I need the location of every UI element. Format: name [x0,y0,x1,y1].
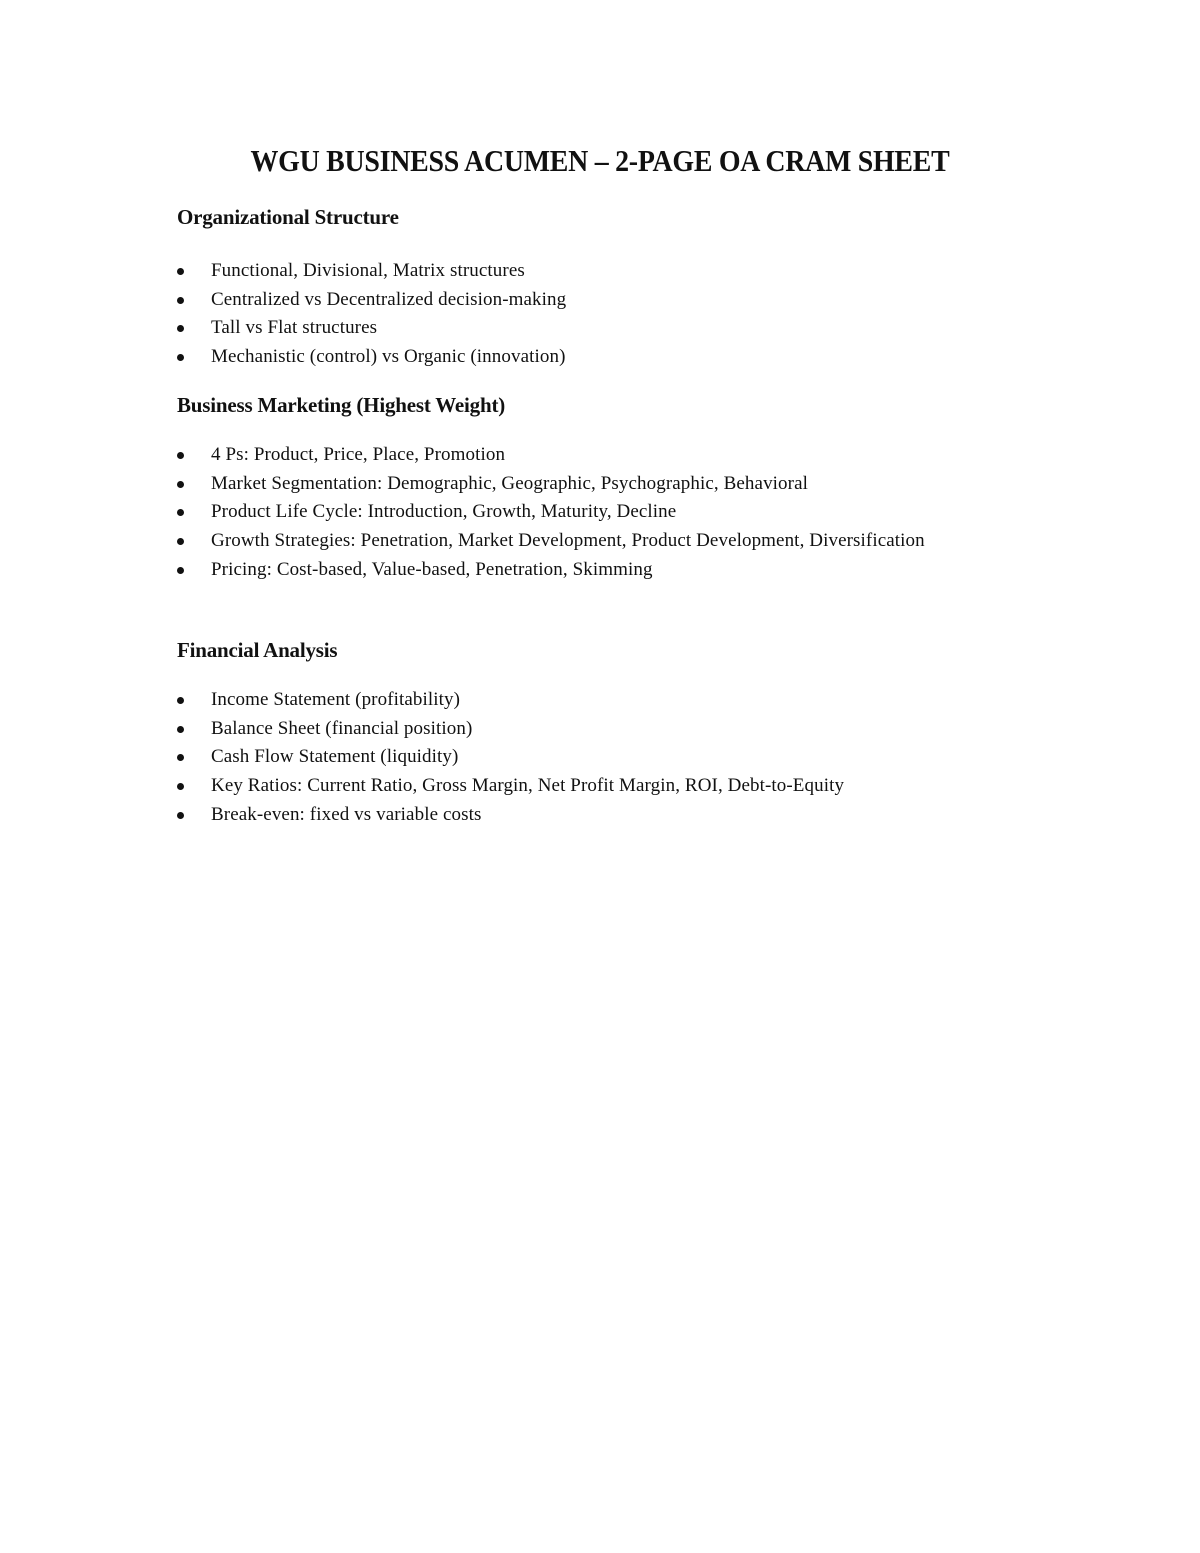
list-item-text: Tall vs Flat structures [211,317,378,339]
list-item-text: Market Segmentation: Demographic, Geographic, Psychographic, Behavioral [211,472,808,494]
bullet-list [177,257,997,372]
list-item-text: 4 Ps: Product, Price, Place, Promotion [211,444,506,465]
list-item [177,556,997,585]
section-business-marketing [177,392,997,585]
section-heading: Business Marketing (Highest Weight) [177,393,506,417]
list-item [177,743,997,772]
list-item-text: Product Life Cycle: Introduction, Growth, Maturity, Decline [211,501,677,523]
list-item [177,343,997,372]
list-item-text: Centralized vs Decentralized decision-making [211,288,567,310]
list-item [177,314,997,343]
bullet-icon [177,812,184,819]
list-item-text: Pricing: Cost-based, Value-based, Penetration, Skimming [211,558,653,580]
bullet-icon [177,481,184,488]
list-item [177,715,997,744]
bullet-icon [177,452,184,459]
section-heading: Financial Analysis [177,638,338,662]
bullet-icon [177,297,184,304]
list-item-text: Growth Strategies: Penetration, Market Development, Product Development, Diversification [211,530,925,552]
bullet-icon [177,754,184,761]
bullet-icon [177,697,184,704]
bullet-icon [177,567,184,574]
bullet-list [177,686,997,830]
bullet-list [177,441,997,585]
list-item [177,286,997,315]
bullet-icon [177,538,184,545]
document-title: WGU BUSINESS ACUMEN – 2-PAGE OA CRAM SHEET [250,143,950,178]
list-item [177,527,931,556]
bullet-icon [177,354,184,361]
list-item-text: Break-even: fixed vs variable costs [211,803,482,825]
list-item-text: Balance Sheet (financial position) [211,717,473,739]
bullet-icon [177,726,184,733]
list-item [177,686,997,715]
list-item-text: Cash Flow Statement (liquidity) [211,746,459,768]
section-organizational-structure [177,204,997,372]
list-item-text: Income Statement (profitability) [211,689,461,710]
bullet-icon [177,325,184,332]
list-item-text: Key Ratios: Current Ratio, Gross Margin, Net Profit Margin, ROI, Debt-to-Equity [211,775,845,797]
list-item [177,441,997,470]
bullet-icon [177,783,184,790]
list-item [177,470,997,499]
section-heading: Organizational Structure [177,205,399,229]
list-item [177,772,997,801]
bullet-icon [177,268,184,275]
list-item [177,257,997,286]
list-item-text: Functional, Divisional, Matrix structures [211,260,525,281]
list-item [177,498,997,527]
section-financial-analysis [177,637,997,830]
list-item [177,801,997,830]
list-item-text: Mechanistic (control) vs Organic (innovation) [211,346,566,368]
bullet-icon [177,509,184,516]
